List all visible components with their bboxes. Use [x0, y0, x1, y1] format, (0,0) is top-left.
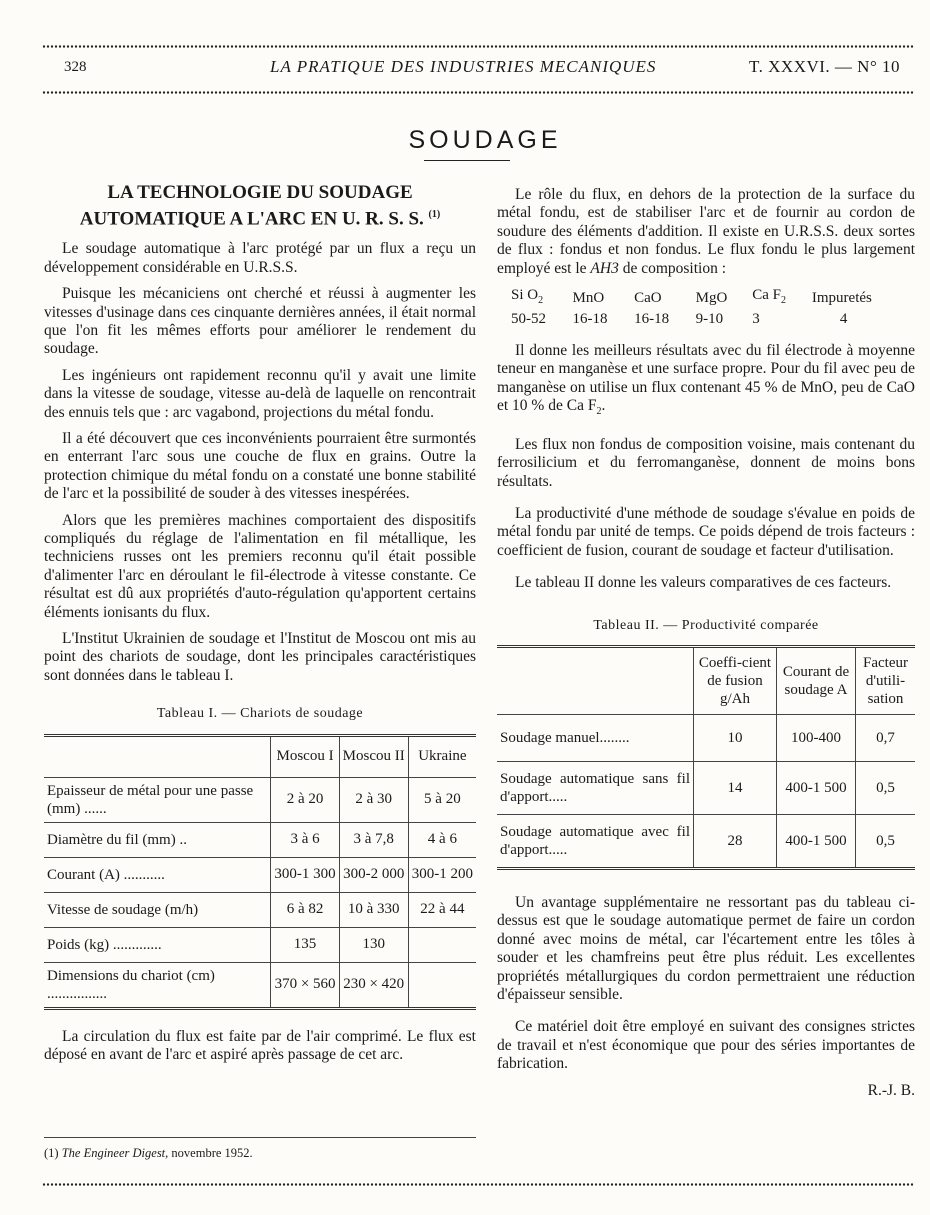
table-cell: 100-400 [777, 715, 856, 762]
composition-header: MnO [572, 290, 605, 307]
table-cell: 400-1 500 [777, 762, 856, 815]
row-label: Courant (A) ........... [44, 857, 271, 892]
paragraph: Le tableau II donne les valeurs comparatives de ces facteurs. [515, 574, 892, 592]
table-header: Coeffi-cient de fusion g/Ah [694, 647, 777, 715]
composition-value: 50-52 [511, 311, 546, 328]
paragraph: Un avantage supplémentaire ne ressortant pas du tableau ci-dessus est que le soudage automatique permet de faire un cordon donné avec moins de métal, car l'écartement entre les tôles à souder et les chamfreins peut être plus réduit. Les excellentes propriétés métallurgiques du cordon permettraient une réduction d'épaisseur sensible. [497, 894, 915, 1004]
paragraph: Il a été découvert que ces inconvénients pourraient être surmontés en enterrant l'arc sous une couche de flux en grains. Outre la protection chimique du métal fondu on a constaté une bonne stabilité de l'arc et la possibilité de souder à des vitesses inespérées. [44, 429, 476, 503]
paragraph: L'Institut Ukrainien de soudage et l'Institut de Moscou ont mis au point des chariots de soudage, dont les principales caractéristiques sont données dans le tableau I. [44, 630, 476, 684]
row-label: Vitesse de soudage (m/h) [44, 892, 271, 927]
table-cell: 10 [694, 715, 777, 762]
paragraph: Le rôle du flux, en dehors de la protection de la surface du métal fondu, est de stabiliser l'arc et de fournir au cordon de soudure des éléments d'addition. Il existe en U.R.S.S. deux sortes de flux : fondus et non fondus. Le flux fondu le plus largement employé est le AH3 de composition : [497, 186, 915, 277]
paragraph: Le soudage automatique à l'arc protégé par un flux a reçu un développement considérable en U.R.S.S. [44, 240, 476, 276]
table-cell: 2 à 20 [271, 777, 339, 822]
table-header: Courant de soudage A [777, 647, 856, 715]
composition-header: MgO [695, 290, 728, 307]
table-cell: 300-1 200 [408, 857, 476, 892]
composition-value: 16-18 [634, 311, 670, 328]
row-label: Soudage automatique avec fil d'apport..... [497, 815, 694, 869]
journal-title: LA PRATIQUE DES INDUSTRIES MECANIQUES [270, 57, 657, 76]
table-row [44, 777, 476, 822]
footnote-date: novembre 1952. [171, 1146, 253, 1160]
footnote-source: The Engineer Digest, [61, 1146, 169, 1160]
table-row [44, 892, 476, 927]
table-cell: 230 × 420 [339, 962, 408, 1008]
table-cell: 6 à 82 [271, 892, 339, 927]
table-row [497, 762, 915, 815]
table-cell: 14 [694, 762, 777, 815]
table-cell: 4 à 6 [408, 822, 476, 857]
table-header-row [497, 647, 915, 715]
row-label: Dimensions du chariot (cm) ................ [44, 962, 271, 1008]
table-row [44, 857, 476, 892]
table-cell: 0,5 [856, 762, 916, 815]
table-cell: 0,7 [856, 715, 916, 762]
composition-value: 16-18 [572, 311, 608, 328]
table-row [497, 715, 915, 762]
table-cell [408, 927, 476, 962]
flux-name: AH3 [590, 259, 619, 277]
table-cell: 0,5 [856, 815, 916, 869]
row-label: Epaisseur de métal pour une passe (mm) ...... [44, 777, 271, 822]
composition-header: CaO [634, 290, 662, 307]
table-cell: 5 à 20 [408, 777, 476, 822]
paragraph: Ce matériel doit être employé en suivant des consignes strictes de travail et n'est économique que pour des séries importantes de fabrication. [497, 1018, 915, 1073]
running-header [64, 57, 900, 81]
paragraph: Les flux non fondus de composition voisine, mais contenant du ferrosilicium et du ferromanganèse, donnent de moins bons résultats. [497, 435, 915, 490]
table1-caption: Tableau I. — Chariots de soudage [156, 706, 364, 722]
table-cell: 2 à 30 [339, 777, 408, 822]
table-cell: 3 à 7,8 [339, 822, 408, 857]
composition-value: 9-10 [695, 311, 724, 328]
paragraph: La circulation du flux est faite par de l'air comprimé. Le flux est déposé en avant de l'arc et aspiré après passage de cet arc. [44, 1027, 476, 1064]
page-number: 328 [64, 59, 87, 75]
footnote [44, 1137, 476, 1161]
table-cell: 22 à 44 [408, 892, 476, 927]
table-header: Moscou I [271, 735, 339, 777]
paragraph: Alors que les premières machines comportaient des dispositifs compliqués du réglage de l'alimentation en fil métallique, les techniciens russes ont les premiers reconnu qu'il était possible d'alimenter l'arc en déroulant le fil-électrode à vitesse constante. Ce résultat est dû aux propriétés d'auto-régulation qu'apportent certains éléments ionisants du flux. [44, 511, 476, 621]
composition-value: 3 [752, 311, 760, 328]
table-cell: 400-1 500 [777, 815, 856, 869]
composition-header: Ca $F_2$ [752, 287, 786, 307]
section-title: SOUDAGE [408, 126, 562, 154]
table2-caption: Tableau II. — Productivité comparée [593, 617, 819, 633]
table-row [44, 962, 476, 1008]
table-header-row [44, 735, 476, 777]
table-header: Ukraine [408, 735, 476, 777]
table-cell [408, 962, 476, 1008]
paragraph: Il donne les meilleurs résultats avec du fil électrode à moyenne teneur en manganèse et une surface propre. Pour du fil avec peu de manganèse on utilise un flux contenant 45 % de MnO, peu de CaO et 10 % de Ca $F_2$. [497, 342, 915, 418]
signature: R.-J. B. [867, 1081, 915, 1099]
section-underline [424, 160, 510, 161]
composition-value: 4 [839, 311, 848, 328]
table-row [44, 822, 476, 857]
row-label: Diamètre du fil (mm) .. [44, 822, 271, 857]
table-row [497, 815, 915, 869]
table-cell: 370 × 560 [271, 962, 339, 1008]
table2 [497, 645, 915, 870]
composition-table [511, 286, 911, 328]
table-cell: 135 [271, 927, 339, 962]
left-column [44, 182, 476, 1072]
composition-header-row [511, 286, 911, 310]
table-cell: 28 [694, 815, 777, 869]
composition-value-row [511, 310, 911, 328]
table-cell: 3 à 6 [271, 822, 339, 857]
table-cell: 300-2 000 [339, 857, 408, 892]
composition-header: Si $O_2$ [511, 287, 544, 307]
composition-header: Impuretés [811, 290, 872, 307]
article-title: LA TECHNOLOGIE DU SOUDAGE AUTOMATIQUE A L'ARC EN U. R. S. S. $^{(1)}$ [79, 182, 441, 230]
paragraph: La productivité d'une méthode de soudage s'évalue en poids de métal fondu par unité de temps. Ce poids dépend de trois facteurs : coefficient de fusion, courant de soudage et facteur d'utilisation. [497, 504, 915, 559]
paragraph: Puisque les mécaniciens ont cherché et réussi à augmenter les vitesses d'usinage dans ces cinquante dernières années, il était normal que l'on fit les mêmes efforts pour améliorer le rendement du soudage. [44, 285, 476, 358]
header-dotted-rule [42, 90, 914, 95]
title-footnote-mark: (1) [428, 209, 441, 220]
right-column [497, 186, 915, 1100]
row-label: Soudage automatique sans fil d'apport..... [497, 762, 694, 815]
table1 [44, 734, 476, 1010]
table-cell: 130 [339, 927, 408, 962]
table-row [44, 927, 476, 962]
top-dotted-rule [42, 44, 914, 49]
table-header: Facteur d'utili-sation [856, 647, 916, 715]
table-header: Moscou II [339, 735, 408, 777]
paragraph: Les ingénieurs ont rapidement reconnu qu'il y avait une limite dans la vitesse de soudage, vitesse au-delà de laquelle on rencontrait des ennuis tels que : arc vagabond, projections du métal fondu. [44, 366, 476, 421]
row-label: Soudage manuel........ [497, 715, 694, 762]
row-label: Poids (kg) ............. [44, 927, 271, 962]
table-cell: 10 à 330 [339, 892, 408, 927]
issue-number: T. XXXVI. — N° 10 [749, 57, 900, 76]
table-cell: 300-1 300 [271, 857, 339, 892]
footnote-mark: (1) [44, 1146, 59, 1160]
bottom-dotted-rule [42, 1182, 914, 1187]
